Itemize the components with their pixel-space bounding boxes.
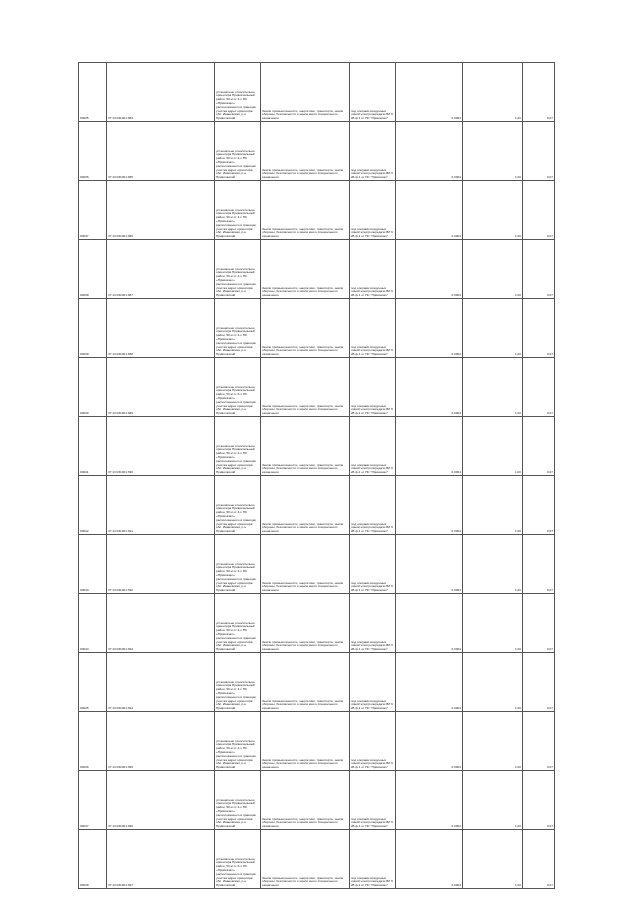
- cadastral-number: 37:13:031001:388: [107, 299, 215, 358]
- share-cell: 1,00: [463, 181, 523, 240]
- cadastral-number: 37:13:031001:387: [107, 240, 215, 299]
- location-cell: установлено относительно ориентира Привокзальный район, 50 м от 4-х ПС «Привокзал» расположенного в границах участка адрес ориентира: обл. Ивановская, р-н Приволжский: [215, 830, 261, 889]
- purpose-cell: под опорами воздушных линий электропередачи ВЛ 6 кВ ф.1 от ПС "Привокзал": [350, 181, 396, 240]
- share-cell: 1,00: [463, 594, 523, 653]
- purpose-cell: под опорами воздушных линий электропередачи ВЛ 6 кВ ф.1 от ПС "Привокзал": [350, 358, 396, 417]
- row-number: 00041: [79, 417, 107, 476]
- land-category-cell: Земли промышленности, энергетики, транспорта, земли обороны, безопасности и земли иного специального назначения: [261, 476, 350, 535]
- share-cell: 1,00: [463, 653, 523, 712]
- cadastral-number: 37:13:031001:391: [107, 476, 215, 535]
- share-cell: 1,00: [463, 535, 523, 594]
- cadastral-number: 37:13:031001:395: [107, 712, 215, 771]
- land-category-cell: Земли промышленности, энергетики, транспорта, земли обороны, безопасности и земли иного специального назначения: [261, 417, 350, 476]
- land-category-cell: Земли промышленности, энергетики, транспорта, земли обороны, безопасности и земли иного специального назначения: [261, 771, 350, 830]
- table-row: [79, 299, 555, 358]
- land-category-cell: Земли промышленности, энергетики, транспорта, земли обороны, безопасности и земли иного специального назначения: [261, 535, 350, 594]
- value-cell: 0,07: [523, 240, 555, 299]
- purpose-cell: под опорами воздушных линий электропередачи ВЛ 6 кВ ф.1 от ПС "Привокзал": [350, 299, 396, 358]
- value-cell: 0,07: [523, 771, 555, 830]
- location-cell: установлено относительно ориентира Привокзальный район, 50 м от 4-х ПС «Привокзал» расположенного в границах участка адрес ориентира: обл. Ивановская, р-н Приволжский: [215, 771, 261, 830]
- area-cell: 0,0004: [396, 535, 463, 594]
- area-cell: 0,0004: [396, 653, 463, 712]
- purpose-cell: под опорами воздушных линий электропередачи ВЛ 6 кВ ф.1 от ПС "Привокзал": [350, 122, 396, 181]
- cadastral-number: 37:13:031001:384: [107, 63, 215, 122]
- table-row: [79, 417, 555, 476]
- share-cell: 1,00: [463, 63, 523, 122]
- share-cell: 1,00: [463, 476, 523, 535]
- value-cell: 0,07: [523, 594, 555, 653]
- value-cell: 0,07: [523, 535, 555, 594]
- table-row: [79, 653, 555, 712]
- area-cell: 0,0004: [396, 417, 463, 476]
- value-cell: 0,07: [523, 417, 555, 476]
- land-plots-table: [78, 62, 555, 889]
- location-cell: установлено относительно ориентира Привокзальный район, 50 м от 4-х ПС «Привокзал» расположенного в границах участка адрес ориентира: обл. Ивановская, р-н Приволжский: [215, 417, 261, 476]
- area-cell: 0,0004: [396, 181, 463, 240]
- land-category-cell: Земли промышленности, энергетики, транспорта, земли обороны, безопасности и земли иного специального назначения: [261, 358, 350, 417]
- value-cell: 0,07: [523, 358, 555, 417]
- location-cell: установлено относительно ориентира Привокзальный район, 50 м от 4-х ПС «Привокзал» расположенного в границах участка адрес ориентира: обл. Ивановская, р-н Приволжский: [215, 476, 261, 535]
- location-cell: установлено относительно ориентира Привокзальный район, 50 м от 4-х ПС «Привокзал» расположенного в границах участка адрес ориентира: обл. Ивановская, р-н Приволжский: [215, 122, 261, 181]
- location-cell: установлено относительно ориентира Привокзальный район, 50 м от 4-х ПС «Привокзал» расположенного в границах участка адрес ориентира: обл. Ивановская, р-н Приволжский: [215, 358, 261, 417]
- cadastral-number: 37:13:031001:389: [107, 358, 215, 417]
- cadastral-number: 37:13:031001:393: [107, 594, 215, 653]
- value-cell: 0,07: [523, 476, 555, 535]
- location-cell: установлено относительно ориентира Привокзальный район, 50 м от 4-х ПС «Привокзал» расположенного в границах участка адрес ориентира: обл. Ивановская, р-н Приволжский: [215, 535, 261, 594]
- value-cell: 0,07: [523, 830, 555, 889]
- area-cell: 0,0004: [396, 712, 463, 771]
- share-cell: 1,00: [463, 771, 523, 830]
- table-row: [79, 771, 555, 830]
- land-category-cell: Земли промышленности, энергетики, транспорта, земли обороны, безопасности и земли иного специального назначения: [261, 594, 350, 653]
- value-cell: 0,07: [523, 181, 555, 240]
- share-cell: 1,00: [463, 240, 523, 299]
- value-cell: 0,07: [523, 63, 555, 122]
- purpose-cell: под опорами воздушных линий электропередачи ВЛ 6 кВ ф.1 от ПС "Привокзал": [350, 535, 396, 594]
- row-number: 00038: [79, 240, 107, 299]
- area-cell: 0,0004: [396, 830, 463, 889]
- row-number: 00047: [79, 771, 107, 830]
- row-number: 00039: [79, 299, 107, 358]
- purpose-cell: под опорами воздушных линий электропередачи ВЛ 6 кВ ф.1 от ПС "Привокзал": [350, 240, 396, 299]
- row-number: 00040: [79, 358, 107, 417]
- land-category-cell: Земли промышленности, энергетики, транспорта, земли обороны, безопасности и земли иного специального назначения: [261, 63, 350, 122]
- share-cell: 1,00: [463, 122, 523, 181]
- area-cell: 0,0004: [396, 299, 463, 358]
- share-cell: 1,00: [463, 417, 523, 476]
- cadastral-number: 37:13:031001:392: [107, 535, 215, 594]
- table-row: [79, 830, 555, 889]
- cadastral-number: 37:13:031001:397: [107, 830, 215, 889]
- land-category-cell: Земли промышленности, энергетики, транспорта, земли обороны, безопасности и земли иного специального назначения: [261, 122, 350, 181]
- land-category-cell: Земли промышленности, энергетики, транспорта, земли обороны, безопасности и земли иного специального назначения: [261, 240, 350, 299]
- cadastral-number: 37:13:031001:385: [107, 122, 215, 181]
- row-number: 00043: [79, 535, 107, 594]
- row-number: 00046: [79, 712, 107, 771]
- area-cell: 0,0004: [396, 594, 463, 653]
- purpose-cell: под опорами воздушных линий электропередачи ВЛ 6 кВ ф.1 от ПС "Привокзал": [350, 830, 396, 889]
- value-cell: 0,07: [523, 712, 555, 771]
- row-number: 00035: [79, 63, 107, 122]
- cadastral-number: 37:13:031001:394: [107, 653, 215, 712]
- location-cell: установлено относительно ориентира Привокзальный район, 50 м от 4-х ПС «Привокзал» расположенного в границах участка адрес ориентира: обл. Ивановская, р-н Приволжский: [215, 653, 261, 712]
- location-cell: установлено относительно ориентира Привокзальный район, 50 м от 4-х ПС «Привокзал» расположенного в границах участка адрес ориентира: обл. Ивановская, р-н Приволжский: [215, 240, 261, 299]
- share-cell: 1,00: [463, 299, 523, 358]
- table-row: [79, 122, 555, 181]
- location-cell: установлено относительно ориентира Привокзальный район, 50 м от 4-х ПС «Привокзал» расположенного в границах участка адрес ориентира: обл. Ивановская, р-н Приволжский: [215, 712, 261, 771]
- area-cell: 0,0004: [396, 358, 463, 417]
- location-cell: установлено относительно ориентира Привокзальный район, 50 м от 4-х ПС «Привокзал» расположенного в границах участка адрес ориентира: обл. Ивановская, р-н Приволжский: [215, 181, 261, 240]
- purpose-cell: под опорами воздушных линий электропередачи ВЛ 6 кВ ф.1 от ПС "Привокзал": [350, 63, 396, 122]
- area-cell: 0,0004: [396, 771, 463, 830]
- land-category-cell: Земли промышленности, энергетики, транспорта, земли обороны, безопасности и земли иного специального назначения: [261, 299, 350, 358]
- land-category-cell: Земли промышленности, энергетики, транспорта, земли обороны, безопасности и земли иного специального назначения: [261, 181, 350, 240]
- table-row: [79, 181, 555, 240]
- location-cell: установлено относительно ориентира Привокзальный район, 50 м от 4-х ПС «Привокзал» расположенного в границах участка адрес ориентира: обл. Ивановская, р-н Приволжский: [215, 299, 261, 358]
- row-number: 00042: [79, 476, 107, 535]
- table-row: [79, 240, 555, 299]
- cadastral-number: 37:13:031001:386: [107, 181, 215, 240]
- location-cell: установлено относительно ориентира Привокзальный район, 50 м от 4-х ПС «Привокзал» расположенного в границах участка адрес ориентира: обл. Ивановская, р-н Приволжский: [215, 594, 261, 653]
- share-cell: 1,00: [463, 712, 523, 771]
- table-row: [79, 63, 555, 122]
- area-cell: 0,0004: [396, 63, 463, 122]
- table-row: [79, 476, 555, 535]
- purpose-cell: под опорами воздушных линий электропередачи ВЛ 6 кВ ф.1 от ПС "Привокзал": [350, 771, 396, 830]
- area-cell: 0,0004: [396, 122, 463, 181]
- land-category-cell: Земли промышленности, энергетики, транспорта, земли обороны, безопасности и земли иного специального назначения: [261, 830, 350, 889]
- cadastral-number: 37:13:031001:396: [107, 771, 215, 830]
- row-number: 00036: [79, 122, 107, 181]
- value-cell: 0,07: [523, 299, 555, 358]
- land-category-cell: Земли промышленности, энергетики, транспорта, земли обороны, безопасности и земли иного специального назначения: [261, 653, 350, 712]
- purpose-cell: под опорами воздушных линий электропередачи ВЛ 6 кВ ф.1 от ПС "Привокзал": [350, 417, 396, 476]
- table-row: [79, 358, 555, 417]
- area-cell: 0,0004: [396, 240, 463, 299]
- cadastral-number: 37:13:031001:390: [107, 417, 215, 476]
- table-row: [79, 594, 555, 653]
- purpose-cell: под опорами воздушных линий электропередачи ВЛ 6 кВ ф.1 от ПС "Привокзал": [350, 476, 396, 535]
- row-number: 00048: [79, 830, 107, 889]
- value-cell: 0,07: [523, 122, 555, 181]
- location-cell: установлено относительно ориентира Привокзальный район, 50 м от 4-х ПС «Привокзал» расположенного в границах участка адрес ориентира: обл. Ивановская, р-н Приволжский: [215, 63, 261, 122]
- purpose-cell: под опорами воздушных линий электропередачи ВЛ 6 кВ ф.1 от ПС "Привокзал": [350, 712, 396, 771]
- share-cell: 1,00: [463, 830, 523, 889]
- table-row: [79, 712, 555, 771]
- land-category-cell: Земли промышленности, энергетики, транспорта, земли обороны, безопасности и земли иного специального назначения: [261, 712, 350, 771]
- row-number: 00037: [79, 181, 107, 240]
- row-number: 00044: [79, 594, 107, 653]
- row-number: 00045: [79, 653, 107, 712]
- value-cell: 0,07: [523, 653, 555, 712]
- purpose-cell: под опорами воздушных линий электропередачи ВЛ 6 кВ ф.1 от ПС "Привокзал": [350, 653, 396, 712]
- share-cell: 1,00: [463, 358, 523, 417]
- table-row: [79, 535, 555, 594]
- area-cell: 0,0004: [396, 476, 463, 535]
- purpose-cell: под опорами воздушных линий электропередачи ВЛ 6 кВ ф.1 от ПС "Привокзал": [350, 594, 396, 653]
- table-body: [79, 63, 555, 889]
